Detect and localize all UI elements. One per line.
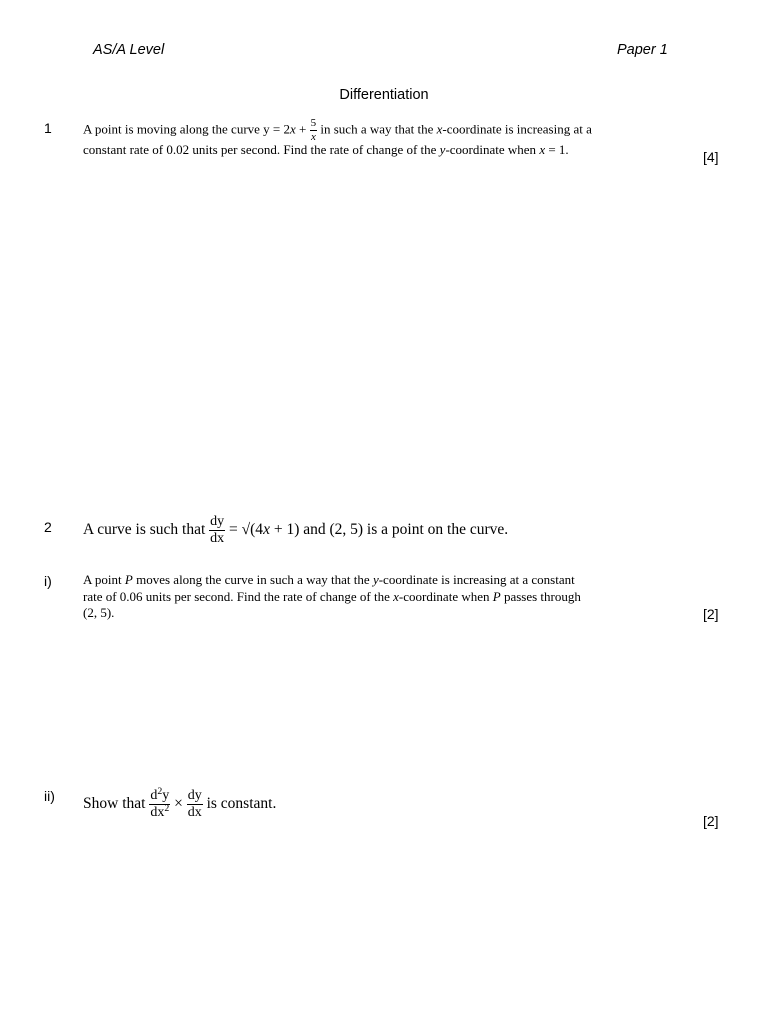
question-2-part-ii-text: Show that $\frac{d^2y}{dx^2}$ × $\frac{dy}{dx}$ is constant. — [83, 786, 277, 820]
question-2-number: 2 — [44, 519, 52, 535]
question-2-part-i-label: i) — [44, 573, 52, 589]
question-1-text — [83, 118, 592, 159]
part-i-line-1: A point P moves along the curve in such a way that the y-coordinate is increasing at a constant — [83, 572, 575, 587]
question-1-number: 1 — [44, 120, 52, 136]
page-title: Differentiation — [339, 87, 429, 103]
header-level: AS/A Level — [93, 42, 165, 58]
question-2-part-i-marks: [2] — [703, 606, 719, 622]
question-2-part-i-text — [83, 572, 581, 622]
question-2-part-ii-label: ii) — [44, 788, 55, 804]
fraction-dy-dx: $\frac{dy}{dx}$ — [210, 514, 225, 546]
fraction-second-derivative: $\frac{d^2y}{dx^2}$ — [150, 786, 170, 820]
part-i-line-3: (2, 5). — [83, 605, 115, 620]
part-i-line-2: rate of 0.06 units per second. Find the rate of change of the x-coordinate when P passes through — [83, 588, 581, 604]
fraction-5-over-x: $\frac{5}{x}$ — [310, 117, 317, 143]
fraction-first-derivative: $\frac{dy}{dx}$ — [187, 788, 202, 820]
question-2-part-ii-marks: [2] — [703, 813, 719, 829]
question-1-line-1: A point is moving along the curve y = 2x + $\frac{5}{x}$ in such a way that the x-coordinate is increasing at a — [83, 117, 592, 143]
question-1-marks: [4] — [703, 149, 719, 165]
question-1-line-2: constant rate of 0.02 units per second. Find the rate of change of the y-coordinate when x = 1. — [83, 142, 569, 157]
question-2-stem: A curve is such that $\frac{dy}{dx}$ = √(4x + 1) and (2, 5) is a point on the curve. — [83, 514, 509, 546]
header-paper: Paper 1 — [617, 42, 668, 58]
